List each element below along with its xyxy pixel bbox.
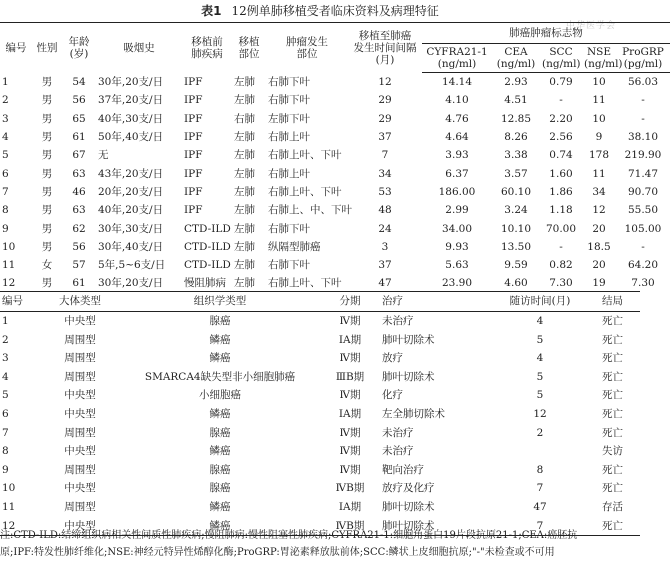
table-cell: 29 (378, 94, 392, 107)
table-cell: 右肺上叶、下叶 (268, 185, 342, 198)
table-cell: ⅠA期 (338, 407, 362, 420)
table-cell: 60.10 (500, 185, 532, 198)
table-cell: 鳞癌 (209, 500, 231, 513)
table-cell: 死亡 (585, 517, 640, 536)
table-cell: 37 (378, 259, 392, 272)
table-cell: 6.37 (445, 167, 469, 180)
table-cell: 2 (536, 426, 544, 439)
table-cell: 37 (378, 131, 392, 144)
header-cell: 大体类型 (40, 292, 120, 312)
header-cell: 结局 (585, 292, 640, 312)
table-cell: 10 (2, 482, 16, 495)
table-row (0, 183, 670, 201)
header-sex: 性别 (36, 41, 58, 54)
table-cell: 2 (2, 94, 9, 107)
table-cell: 化疗 (382, 389, 403, 402)
table-cell: 3.38 (504, 149, 528, 162)
table-cell: 6 (2, 407, 9, 420)
table-cell: 37年,20支/日 (98, 94, 164, 107)
table-cell: CTD-ILD (184, 240, 231, 253)
table-cell: 4 (536, 315, 544, 327)
table-cell: 死亡 (602, 389, 623, 402)
header-markers: 肺癌肿瘤标志物 (422, 23, 670, 44)
table-cell: - (559, 240, 563, 253)
header-pre-disease: 移植前 肺疾病 (191, 35, 223, 60)
table-cell: 24 (378, 222, 392, 235)
table-cell: 男 (41, 131, 53, 144)
table-cell: 19 (592, 277, 606, 290)
table-cell: 肺叶切除术 (382, 500, 435, 513)
table-row (0, 73, 670, 92)
header-cell: 治疗 (380, 292, 495, 312)
watermark: 中华医学会 (566, 21, 617, 31)
footnote-line-2: 原;IPF:特发性肺纤维化;NSE:神经元特异性烯醇化酶;ProGRP:胃泌素释放肽前体;SCC:鳞状上皮细胞抗原;"-"未检查或不可用 (0, 547, 555, 558)
table-cell: 20 (592, 222, 606, 235)
table-cell: 左肺 (234, 204, 255, 217)
table-cell: IPF (184, 131, 203, 144)
table-cell: 左肺 (234, 131, 255, 144)
table-cell: 1.60 (549, 167, 573, 180)
header-cea: CEA (ng/ml) (492, 44, 540, 73)
table-cell: 5.63 (445, 259, 469, 272)
table-row (0, 368, 640, 387)
table-cell: 10 (592, 112, 606, 125)
table-cell: 放疗及化疗 (382, 482, 435, 495)
table-cell: 38.10 (627, 131, 659, 144)
table-cell: 未治疗 (382, 445, 414, 458)
table-cell: 4.64 (445, 131, 469, 144)
table-cell: 9.59 (504, 259, 528, 272)
table-cell: 2.93 (504, 76, 528, 89)
table-cell: 7 (495, 517, 585, 536)
table-cell: IPF (184, 204, 203, 217)
table-cell: 9 (2, 463, 9, 476)
header-interval: 移植至肺癌 发生时间间隔 (月) (353, 29, 417, 66)
table-cell: 50年,40支/日 (98, 131, 164, 144)
table-cell: 4 (2, 131, 9, 144)
table-cell: IPF (184, 185, 203, 198)
table-cell: CTD-ILD (184, 259, 231, 272)
table-cell: 周围型 (64, 352, 96, 365)
table-cell: 左肺 (234, 75, 255, 88)
table-row (0, 256, 670, 274)
table-cell: 0.82 (549, 259, 573, 272)
table-cell: 女 (41, 259, 53, 272)
table-cell: 34.00 (441, 222, 473, 235)
table-cell: 47 (533, 500, 547, 513)
table-cell: 鳞癌 (209, 445, 231, 458)
table-cell: 12 (533, 407, 547, 420)
table-cell: 48 (378, 204, 392, 217)
table-row (0, 498, 640, 517)
table-row (0, 349, 640, 368)
table-cell: 肺叶切除术 (382, 370, 435, 383)
header-cyfra: CYFRA21-1 (ng/ml) (422, 44, 492, 73)
table-cell: 20年,20支/日 (98, 185, 164, 198)
table-cell: 3.93 (445, 149, 469, 162)
table-cell: - (641, 94, 645, 107)
header-tumor-site: 肿瘤发生 部位 (286, 35, 328, 60)
table-cell: 219.90 (624, 149, 662, 162)
table-cell: 178 (588, 149, 610, 162)
table-cell: 71.47 (627, 167, 659, 180)
table-cell: 56 (72, 240, 86, 253)
table-cell: 6 (2, 167, 9, 180)
header-scc: SCC (ng/ml) (540, 44, 582, 73)
table-cell: IPF (184, 167, 203, 180)
header-no: 编号 (5, 41, 27, 54)
table-caption: 12例单肺移植受者临床资料及病理特征 (231, 4, 439, 18)
table-cell: 死亡 (602, 407, 623, 420)
table-cell: 放疗 (382, 352, 403, 365)
table-cell: 5 (536, 333, 544, 346)
table-cell: 5 (536, 389, 544, 402)
table-cell: 2.56 (549, 131, 573, 144)
table-cell: 小细胞癌 (199, 389, 241, 402)
table-cell: 11 (2, 259, 16, 272)
table-cell: 30年,30支/日 (98, 222, 164, 235)
table-cell: 男 (41, 94, 53, 107)
table-cell: 右肺上叶、下叶 (268, 277, 342, 290)
table-cell: 70.00 (545, 222, 577, 235)
table-cell: Ⅳ期 (339, 445, 361, 458)
table-cell: 左肺 (234, 222, 255, 235)
table-cell: CTD-ILD (184, 222, 231, 235)
table-row (0, 274, 670, 292)
table-cell: 11 (592, 94, 606, 107)
table-cell: 12 (2, 277, 16, 290)
table-row (0, 164, 670, 182)
table-cell: 左肺 (234, 149, 255, 162)
table-cell: 右肺下叶 (268, 259, 310, 272)
table-cell: 鳞癌 (209, 333, 231, 346)
table-cell: ⅠA期 (338, 500, 362, 513)
table-cell: 中央型 (64, 407, 96, 420)
table-cell: 11 (592, 167, 606, 180)
table-cell: 105.00 (624, 222, 662, 235)
table-cell: 右肺 (234, 112, 255, 125)
table-cell: 4.10 (445, 94, 469, 107)
table-cell: 12 (378, 75, 392, 88)
table-cell: Ⅳ期 (339, 463, 361, 476)
table-cell: 中央型 (64, 315, 96, 327)
table-cell: 右肺上、中、下叶 (268, 204, 352, 217)
table-cell: 7 (536, 482, 544, 495)
table-cell: 男 (41, 167, 53, 180)
table-cell: 中央型 (64, 482, 96, 495)
table-cell: 0.79 (549, 76, 573, 89)
table-row (0, 110, 670, 128)
table-cell: 肺叶切除术 (380, 517, 495, 536)
table-cell: 7 (381, 149, 389, 162)
table-cell: 死亡 (602, 315, 623, 327)
table-cell: 周围型 (64, 426, 96, 439)
table-cell: 65 (72, 112, 86, 125)
header-cell: 随访时间(月) (495, 292, 585, 312)
table-cell: 46 (72, 185, 86, 198)
table-cell: 8 (2, 204, 9, 217)
table-cell: 3 (2, 352, 9, 365)
table-cell: 5年,5~6支/日 (98, 259, 166, 272)
table-cell: 男 (41, 185, 53, 198)
table-cell: 鳞癌 (120, 517, 320, 536)
table-row (0, 331, 640, 350)
table-cell: 8 (536, 463, 544, 476)
table-cell: 失访 (602, 445, 623, 458)
table-cell: 14.14 (441, 76, 473, 89)
table-cell: 7 (2, 185, 9, 198)
table-cell: 左肺下叶 (268, 112, 310, 125)
table-cell (495, 442, 585, 461)
table-cell: 3.24 (504, 204, 528, 217)
table-cell: Ⅳ期 (339, 389, 361, 402)
table-cell: ⅠA期 (338, 333, 362, 346)
table-row (0, 128, 670, 146)
table-cell: 30年,20支/日 (98, 75, 164, 88)
table-cell: 靶向治疗 (382, 463, 424, 476)
table-cell: 死亡 (602, 482, 623, 495)
table-cell: 4 (2, 370, 9, 383)
table-cell: 未治疗 (382, 315, 414, 327)
footnote (0, 527, 640, 561)
table-cell: 53 (378, 185, 392, 198)
table-cell: 5 (536, 370, 544, 383)
table-cell: 男 (41, 75, 53, 88)
table-cell: 186.00 (438, 185, 476, 198)
table-cell: 11 (2, 500, 16, 513)
table-cell: Ⅳ期 (339, 352, 361, 365)
table-cell: IPF (184, 149, 203, 162)
table-row (0, 91, 670, 109)
pathology-table (0, 291, 640, 536)
table-cell: 9.93 (445, 240, 469, 253)
table-cell: 0.74 (549, 149, 573, 162)
table-cell: 右肺下叶 (268, 222, 310, 235)
table-cell: 周围型 (64, 500, 96, 513)
header-cell: 分期 (320, 292, 380, 312)
table-cell: 右肺上叶 (268, 167, 310, 180)
table-cell: 存活 (602, 500, 623, 513)
table-cell: 64.20 (627, 259, 659, 272)
table-cell: 右肺下叶 (268, 94, 310, 107)
table-cell: - (641, 112, 645, 125)
table-cell: 5 (2, 389, 9, 402)
table-cell: 1 (2, 75, 9, 88)
table-cell: 纵隔型肺癌 (268, 240, 321, 253)
table-cell: 周围型 (64, 463, 96, 476)
table-cell: 54 (72, 75, 86, 88)
table-cell: 1.86 (549, 185, 573, 198)
table-cell: 死亡 (602, 463, 623, 476)
table-cell: 3 (2, 112, 9, 125)
table-row (0, 386, 640, 405)
table-cell: 43年,20支/日 (98, 167, 164, 180)
table-cell: 30年,40支/日 (98, 240, 164, 253)
table-cell: 左全肺切除术 (382, 407, 445, 420)
table-cell: 56.03 (627, 76, 659, 89)
table-cell: 4.76 (445, 112, 469, 125)
table-cell: ⅣB期 (335, 482, 365, 495)
table-cell: IPF (184, 75, 203, 88)
table-cell: 死亡 (602, 426, 623, 439)
table-cell: 3.57 (504, 167, 528, 180)
table-cell: 肺叶切除术 (382, 333, 435, 346)
table-cell: 12 (592, 204, 606, 217)
table-cell: 55.50 (627, 204, 659, 217)
table-cell: 5 (2, 149, 9, 162)
table-cell: 67 (72, 149, 86, 162)
table-cell: Ⅳ期 (339, 426, 361, 439)
table-row (0, 201, 670, 219)
table-cell: 63 (72, 204, 86, 217)
table-cell: 23.90 (441, 277, 473, 290)
table-cell: 29 (378, 112, 392, 125)
table-row (0, 312, 640, 331)
table-cell: 56 (72, 94, 86, 107)
table-cell: 13.50 (500, 240, 532, 253)
table-cell: 未治疗 (382, 426, 414, 439)
table-cell: 慢阻肺病 (184, 277, 226, 290)
table-cell: 中央型 (40, 517, 120, 536)
table-cell: 47 (378, 277, 392, 290)
table-cell: 61 (72, 131, 86, 144)
table-cell: 鳞癌 (209, 407, 231, 420)
table-cell: - (641, 240, 645, 253)
table-cell: 左肺 (234, 277, 255, 290)
table-cell: 34 (592, 185, 606, 198)
table-cell: 男 (41, 204, 53, 217)
table-cell: 1 (2, 315, 9, 327)
table-cell: 34 (378, 167, 392, 180)
table-cell: 10 (592, 76, 606, 89)
table-cell: 2.20 (549, 112, 573, 125)
table-cell: SMARCA4缺失型非小细胞肺癌 (144, 370, 296, 383)
header-age: 年龄 (岁) (68, 35, 90, 60)
table-cell: 10 (2, 240, 16, 253)
table-cell: 周围型 (64, 370, 96, 383)
table-cell: 40年,30支/日 (98, 112, 164, 125)
table-cell: 57 (72, 259, 86, 272)
table-cell: 腺癌 (209, 463, 231, 476)
header-smoking: 吸烟史 (123, 41, 155, 54)
table-row (0, 238, 670, 256)
table-cell: 62 (72, 222, 86, 235)
table-cell: 男 (41, 112, 53, 125)
table-cell: Ⅳ期 (339, 315, 361, 327)
table-number: 表1 (201, 4, 222, 18)
table-cell: ⅢB期 (335, 370, 365, 383)
table-cell: 7.30 (549, 277, 573, 290)
table-cell: 4 (536, 352, 544, 365)
header-site: 移植 部位 (238, 35, 260, 60)
table-cell: 30年,20支/日 (98, 277, 164, 290)
table-cell: 腺癌 (209, 315, 231, 327)
header-cell: 编号 (0, 292, 40, 312)
table-cell: 4.51 (504, 94, 528, 107)
table-cell: 死亡 (602, 352, 623, 365)
table-cell: 腺癌 (209, 426, 231, 439)
table-cell: 左肺 (234, 240, 255, 253)
clinical-table (0, 22, 670, 293)
table-cell: 2.99 (445, 204, 469, 217)
header-progrp: ProGRP (pg/ml) (616, 44, 670, 73)
table-cell: 8.26 (504, 131, 528, 144)
table-cell: 7 (2, 426, 9, 439)
table-cell: 9 (595, 131, 603, 144)
table-cell: 10.10 (500, 222, 532, 235)
table-row (0, 219, 670, 237)
table-cell: 1.18 (549, 204, 573, 217)
table-cell: 61 (72, 277, 86, 290)
table-cell: 无 (98, 149, 109, 162)
table-row (0, 424, 640, 443)
table-cell: 死亡 (602, 370, 623, 383)
table-row (0, 146, 670, 164)
header-cell: 组织学类型 (120, 292, 320, 312)
table-cell: 鳞癌 (209, 352, 231, 365)
table-cell: 18.5 (587, 240, 611, 253)
table-cell: 男 (41, 222, 53, 235)
table-cell: 右肺下叶 (268, 75, 310, 88)
table-cell: - (559, 94, 563, 107)
table-cell: 40年,20支/日 (98, 204, 164, 217)
table-cell: 腺癌 (209, 482, 231, 495)
table-cell: 右肺上叶 (268, 131, 310, 144)
table-cell: IPF (184, 112, 203, 125)
footnote-line-1: 注:CTD-ILD:结缔组织病相关性间质性肺疾病;慢阻肺病:慢性阻塞性肺疾病;CYFRA21-1:细胞角蛋白19片段抗原21-1;CEA:癌胚抗 (0, 530, 578, 541)
table-cell: 左肺 (234, 167, 255, 180)
header-nse: NSE (ng/ml) (582, 44, 616, 73)
table-title (0, 2, 640, 19)
table-cell: 4.60 (504, 277, 528, 290)
table-cell: IPF (184, 94, 203, 107)
table-cell: 左肺 (234, 185, 255, 198)
table-cell: 中央型 (64, 445, 96, 458)
table-cell: 左肺 (234, 259, 255, 272)
table-cell: 20 (592, 259, 606, 272)
table-row (0, 405, 640, 424)
table-cell: 死亡 (602, 333, 623, 346)
table-cell: 12 (0, 517, 40, 536)
table-cell: 中央型 (64, 389, 96, 402)
table-cell: 男 (41, 149, 53, 162)
table-cell: 右肺上叶、下叶 (268, 149, 342, 162)
table-cell: 男 (41, 240, 53, 253)
table-row (0, 461, 640, 480)
table-cell: 63 (72, 167, 86, 180)
table-cell: 9 (2, 222, 9, 235)
table-cell: 12.85 (500, 112, 532, 125)
table-row (0, 442, 640, 461)
table-cell: 8 (2, 445, 9, 458)
table-cell: 7.30 (631, 277, 655, 290)
table-cell: 90.70 (627, 185, 659, 198)
table-cell: 男 (41, 277, 53, 290)
table-cell: ⅣB期 (320, 517, 380, 536)
table-cell: 2 (2, 333, 9, 346)
table-row (0, 479, 640, 498)
table-cell: 左肺 (234, 94, 255, 107)
table-cell: 3 (381, 240, 389, 253)
table-cell: 周围型 (64, 333, 96, 346)
